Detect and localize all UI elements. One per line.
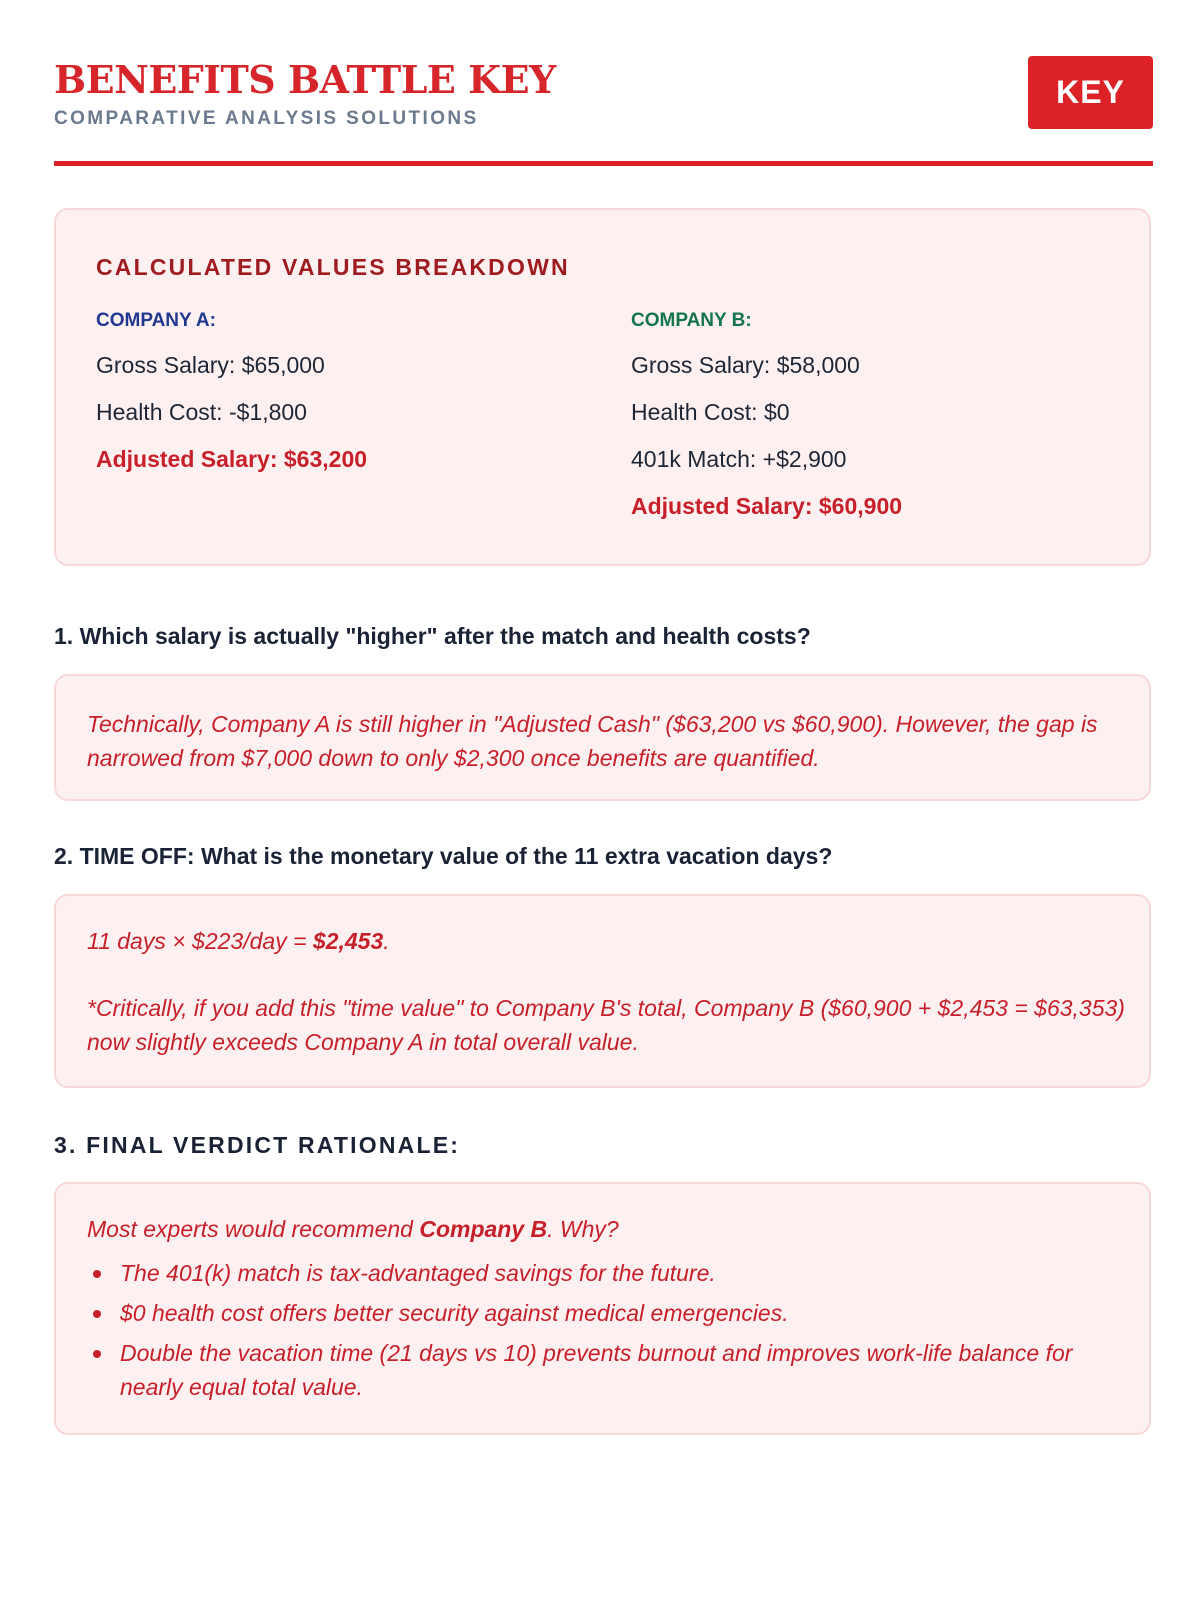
answer-2-box: [54, 894, 1151, 1088]
bullet-icon: [93, 1270, 101, 1278]
reason-text: $0 health cost offers better security against medical emergencies.: [120, 1300, 789, 1326]
bullet-icon: [93, 1310, 101, 1318]
company-b-label: COMPANY B:: [631, 310, 752, 331]
page-subtitle: COMPARATIVE ANALYSIS SOLUTIONS: [54, 108, 479, 129]
company-a-column: [96, 310, 367, 493]
key-badge: KEY: [1028, 56, 1153, 129]
answer-1-text: Technically, Company A is still higher in "Adjusted Cash" ($63,200 vs $60,900). However, the gap is narrowed from $7,000 down to only $2,300 once benefits are quantified.: [87, 711, 1098, 771]
company-a-health-cost: Health Cost: -$1,800: [96, 399, 307, 425]
answer-2-note: *Critically, if you add this "time value" to Company B's total, Company B ($60,900 + $2,453 = $63,353) now slightly exceeds Company A in total overall value.: [87, 995, 1125, 1055]
company-a-adjusted-salary: Adjusted Salary: $63,200: [96, 446, 368, 472]
verdict-intro-suffix: . Why?: [547, 1216, 619, 1242]
list-item: [87, 1296, 1127, 1330]
company-b-adjusted-salary: Adjusted Salary: $60,900: [631, 493, 903, 519]
reason-text: Double the vacation time (21 days vs 10) prevents burnout and improves work-life balance for nearly equal total value.: [120, 1340, 1073, 1400]
company-b-401k-match: 401k Match: +$2,900: [631, 446, 847, 472]
question-1: 1. Which salary is actually "higher" after the match and health costs?: [54, 623, 811, 649]
answer-1-box: [54, 674, 1151, 801]
calculation-formula: 11 days × $223/day =: [87, 928, 313, 954]
company-a-gross-salary: Gross Salary: $65,000: [96, 352, 325, 378]
question-3: 3. FINAL VERDICT RATIONALE:: [54, 1132, 461, 1158]
header-divider: [54, 161, 1153, 166]
company-b-health-cost: Health Cost: $0: [631, 399, 790, 425]
list-item: [87, 1256, 1127, 1290]
list-item: [87, 1336, 1127, 1404]
verdict-intro: [87, 1212, 1127, 1246]
verdict-reasons-list: [87, 1256, 1127, 1410]
verdict-intro-prefix: Most experts would recommend: [87, 1216, 420, 1242]
calculated-values-box: [54, 208, 1151, 566]
breakdown-heading: CALCULATED VALUES BREAKDOWN: [96, 254, 570, 280]
calculation-period: .: [383, 928, 390, 954]
page-title: BENEFITS BATTLE KEY: [54, 57, 556, 102]
verdict-company: Company B: [419, 1216, 548, 1242]
calculation-result: $2,453: [312, 928, 384, 954]
bullet-icon: [93, 1350, 101, 1358]
question-2: 2. TIME OFF: What is the monetary value of the 11 extra vacation days?: [54, 843, 833, 869]
company-b-gross-salary: Gross Salary: $58,000: [631, 352, 860, 378]
company-b-column: [631, 310, 902, 540]
reason-text: The 401(k) match is tax-advantaged savings for the future.: [120, 1260, 716, 1286]
answer-3-box: [54, 1182, 1151, 1435]
answer-2-calculation: [87, 924, 1127, 958]
company-a-label: COMPANY A:: [96, 310, 216, 331]
